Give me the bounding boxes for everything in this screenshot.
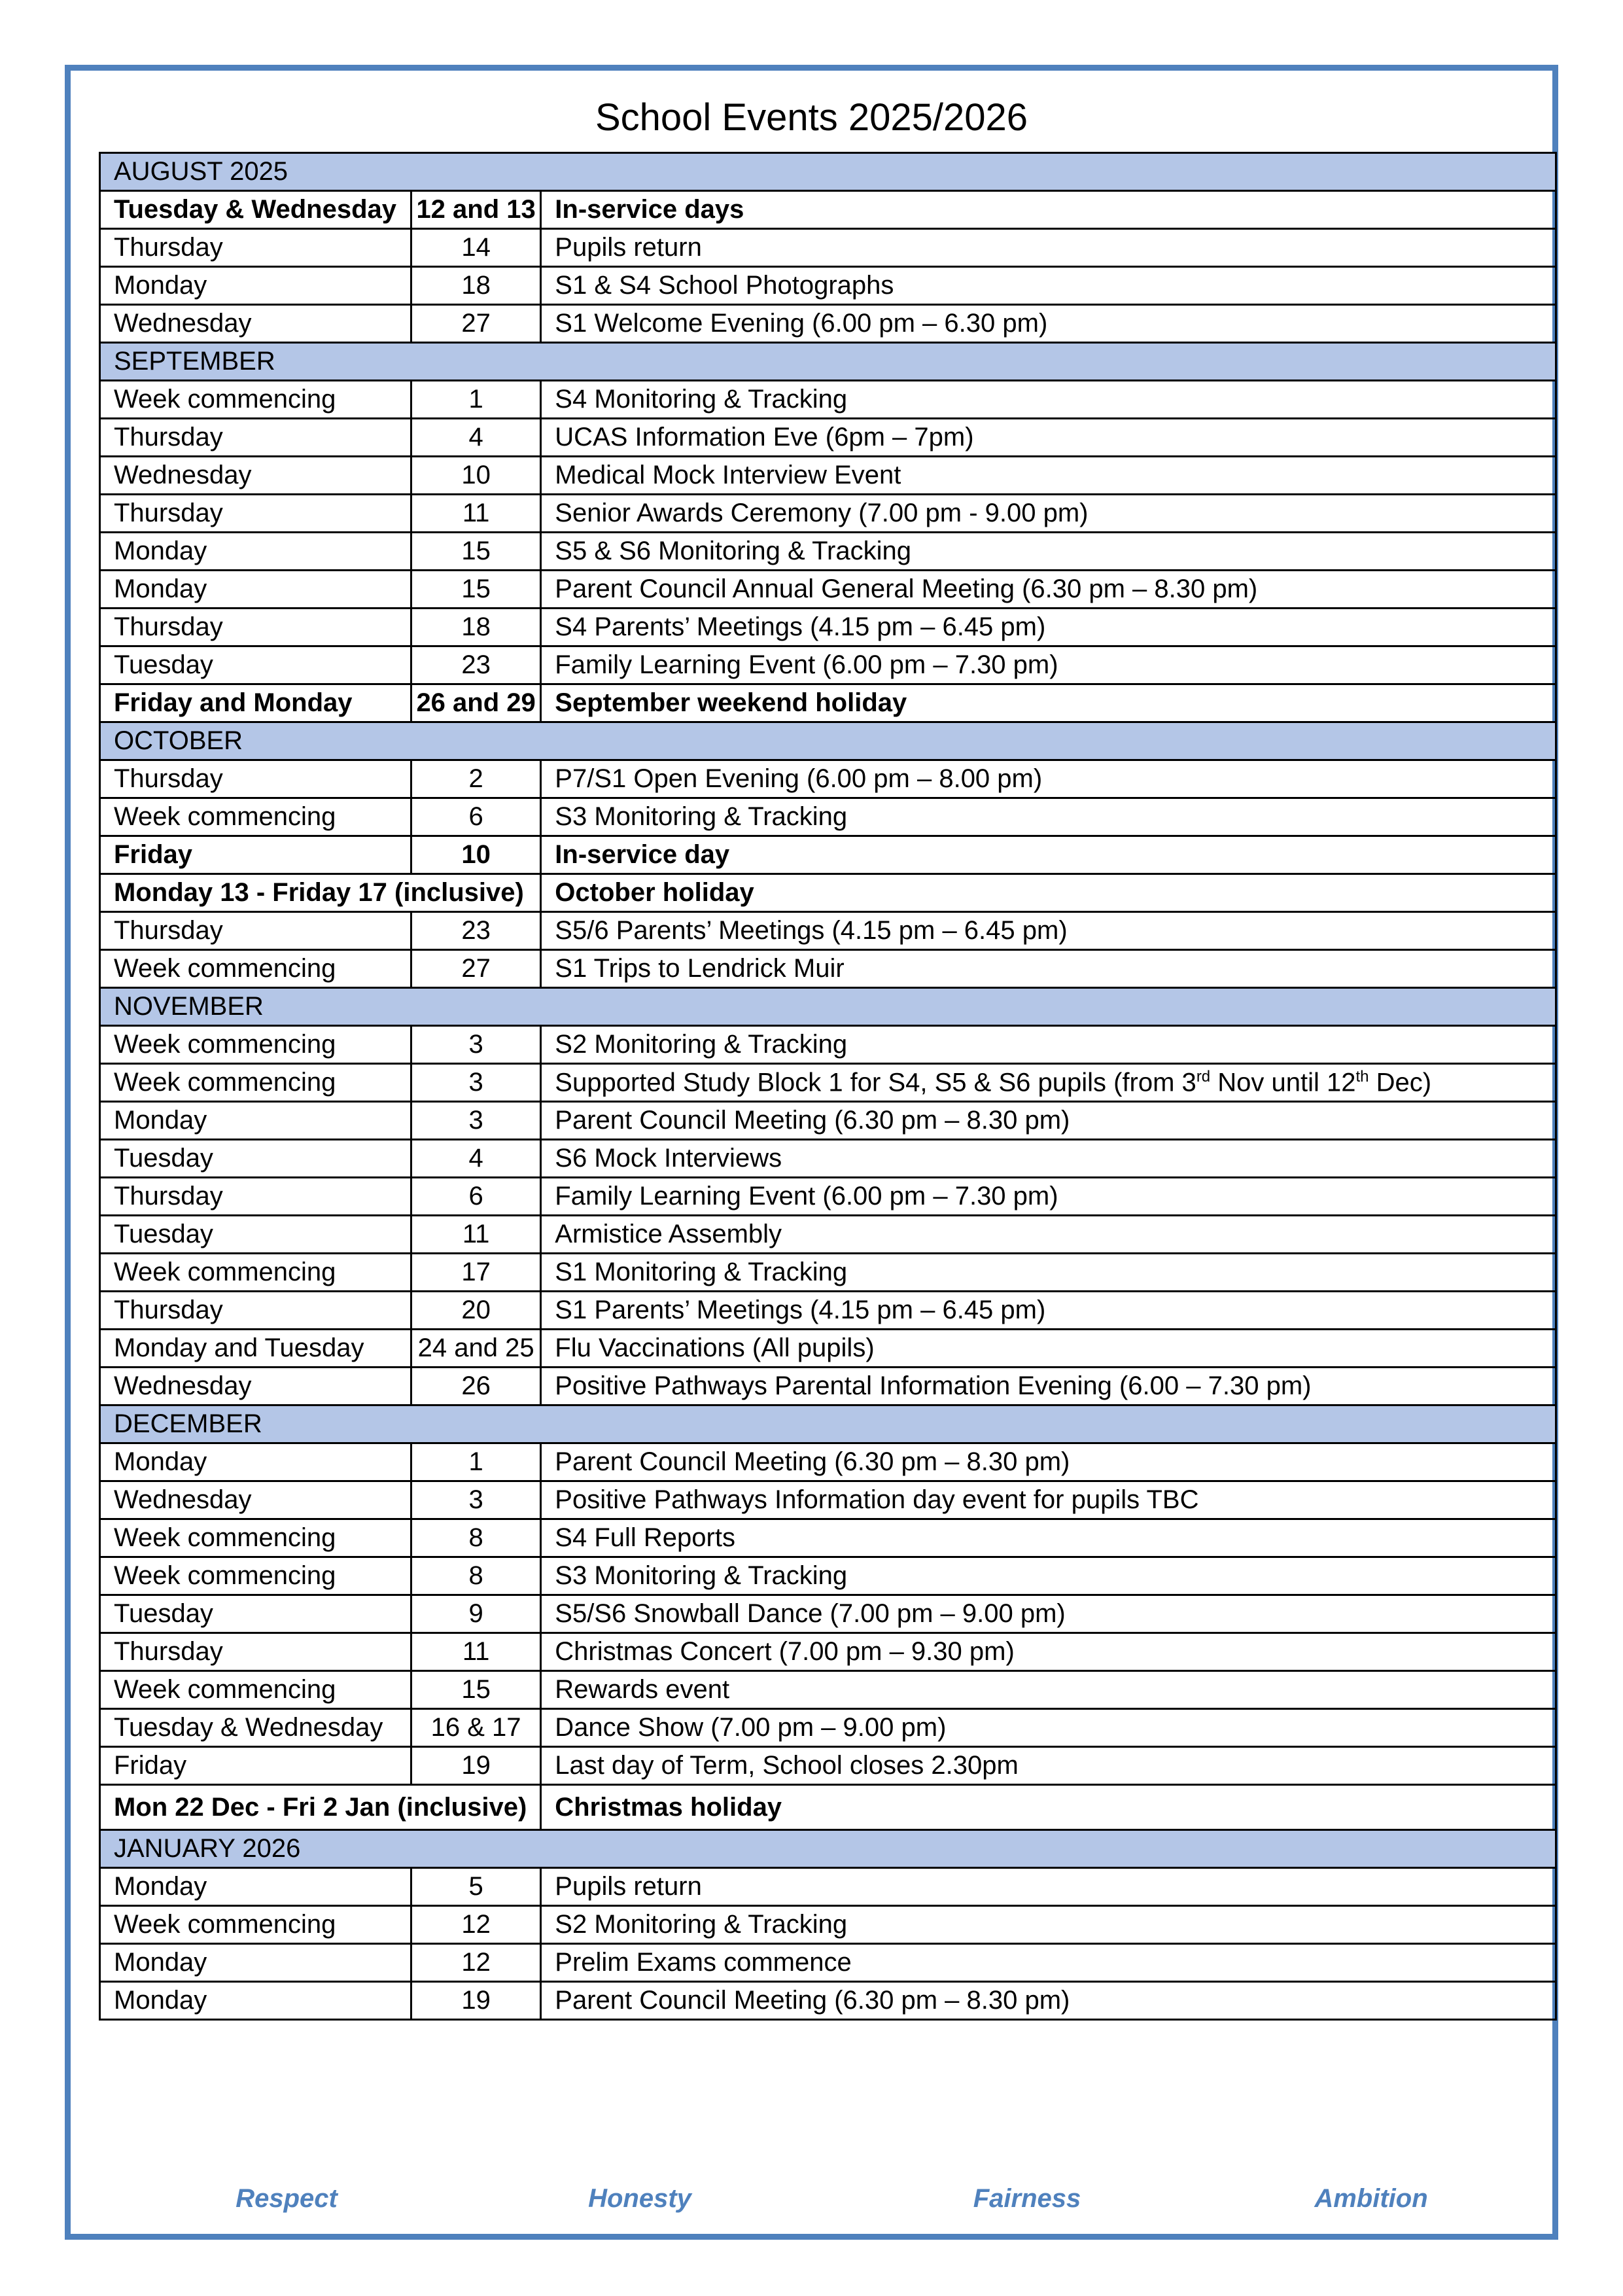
- event-day: Wednesday: [100, 1481, 411, 1519]
- event-row: [100, 457, 1556, 495]
- month-header-row: [100, 1830, 1556, 1868]
- event-day: Week commencing: [100, 1026, 411, 1064]
- event-day: Tuesday: [100, 1216, 411, 1254]
- event-row: [100, 1709, 1556, 1747]
- event-date: 14: [411, 229, 540, 267]
- event-day: Friday and Monday: [100, 684, 411, 722]
- event-date: 8: [411, 1557, 540, 1595]
- event-date: 15: [411, 571, 540, 609]
- event-row: [100, 1785, 1556, 1830]
- event-day: Thursday: [100, 1292, 411, 1330]
- event-day: Thursday: [100, 760, 411, 798]
- event-date: 24 and 25: [411, 1330, 540, 1368]
- event-row: [100, 1481, 1556, 1519]
- event-row: [100, 571, 1556, 609]
- event-day: Week commencing: [100, 1671, 411, 1709]
- event-description: Dance Show (7.00 pm – 9.00 pm): [541, 1709, 1556, 1747]
- event-description: S1 & S4 School Photographs: [541, 267, 1556, 305]
- event-day: Thursday: [100, 495, 411, 533]
- month-header-row: [100, 722, 1556, 760]
- event-row: [100, 229, 1556, 267]
- event-day: Mon 22 Dec - Fri 2 Jan (inclusive): [100, 1785, 541, 1830]
- event-row: [100, 1064, 1556, 1102]
- event-day: Wednesday: [100, 457, 411, 495]
- event-day: Week commencing: [100, 1064, 411, 1102]
- event-row: [100, 419, 1556, 457]
- event-row: [100, 1443, 1556, 1481]
- event-description: Parent Council Annual General Meeting (6.30 pm – 8.30 pm): [541, 571, 1556, 609]
- event-row: [100, 1982, 1556, 2020]
- event-date: 5: [411, 1868, 540, 1906]
- event-date: 27: [411, 950, 540, 988]
- event-date: 11: [411, 495, 540, 533]
- event-row: [100, 798, 1556, 836]
- month-name: OCTOBER: [100, 722, 1556, 760]
- event-day: Thursday: [100, 419, 411, 457]
- event-row: [100, 684, 1556, 722]
- event-date: 18: [411, 267, 540, 305]
- event-description: S3 Monitoring & Tracking: [541, 798, 1556, 836]
- event-date: 10: [411, 457, 540, 495]
- page-title: School Events 2025/2026: [595, 96, 1028, 139]
- event-date: 1: [411, 381, 540, 419]
- event-row: [100, 874, 1556, 912]
- event-day: Monday: [100, 1868, 411, 1906]
- event-day: Wednesday: [100, 1368, 411, 1405]
- event-description: S5/6 Parents’ Meetings (4.15 pm – 6.45 pm): [541, 912, 1556, 950]
- event-day: Week commencing: [100, 1557, 411, 1595]
- event-row: [100, 1944, 1556, 1982]
- event-row: [100, 1671, 1556, 1709]
- event-description: Parent Council Meeting (6.30 pm – 8.30 pm): [541, 1982, 1556, 2020]
- event-description: S4 Parents’ Meetings (4.15 pm – 6.45 pm): [541, 609, 1556, 646]
- event-row: [100, 267, 1556, 305]
- event-row: [100, 1368, 1556, 1405]
- event-day: Friday: [100, 836, 411, 874]
- event-description: Family Learning Event (6.00 pm – 7.30 pm): [541, 646, 1556, 684]
- event-row: [100, 1102, 1556, 1140]
- page-frame: [65, 65, 1558, 2240]
- event-date: 3: [411, 1481, 540, 1519]
- event-date: 17: [411, 1254, 540, 1292]
- event-day: Monday: [100, 533, 411, 571]
- event-day: Monday: [100, 267, 411, 305]
- event-description: S1 Parents’ Meetings (4.15 pm – 6.45 pm): [541, 1292, 1556, 1330]
- event-day: Week commencing: [100, 381, 411, 419]
- event-row: [100, 381, 1556, 419]
- event-date: 1: [411, 1443, 540, 1481]
- event-description: Prelim Exams commence: [541, 1944, 1556, 1982]
- event-day: Tuesday: [100, 646, 411, 684]
- month-header-row: [100, 343, 1556, 381]
- event-date: 8: [411, 1519, 540, 1557]
- event-description: S1 Trips to Lendrick Muir: [541, 950, 1556, 988]
- event-date: 15: [411, 533, 540, 571]
- event-row: [100, 191, 1556, 229]
- event-date: 27: [411, 305, 540, 343]
- event-date: 10: [411, 836, 540, 874]
- event-day: Thursday: [100, 1178, 411, 1216]
- event-description: Positive Pathways Parental Information Evening (6.00 – 7.30 pm): [541, 1368, 1556, 1405]
- event-date: 6: [411, 1178, 540, 1216]
- event-row: [100, 609, 1556, 646]
- event-date: 19: [411, 1747, 540, 1785]
- event-description: UCAS Information Eve (6pm – 7pm): [541, 419, 1556, 457]
- events-table: [99, 152, 1557, 2021]
- event-day: Tuesday: [100, 1140, 411, 1178]
- event-row: [100, 1633, 1556, 1671]
- event-row: [100, 1330, 1556, 1368]
- event-description: October holiday: [541, 874, 1556, 912]
- event-description: Armistice Assembly: [541, 1216, 1556, 1254]
- event-date: 12: [411, 1944, 540, 1982]
- month-name: DECEMBER: [100, 1405, 1556, 1443]
- event-description: September weekend holiday: [541, 684, 1556, 722]
- event-day: Week commencing: [100, 950, 411, 988]
- event-row: [100, 1216, 1556, 1254]
- event-date: 4: [411, 419, 540, 457]
- event-description: Christmas holiday: [541, 1785, 1556, 1830]
- event-date: 11: [411, 1633, 540, 1671]
- event-row: [100, 305, 1556, 343]
- event-day: Wednesday: [100, 305, 411, 343]
- event-day: Tuesday: [100, 1595, 411, 1633]
- event-day: Thursday: [100, 229, 411, 267]
- event-description: Family Learning Event (6.00 pm – 7.30 pm): [541, 1178, 1556, 1216]
- event-day: Week commencing: [100, 1519, 411, 1557]
- event-description: Pupils return: [541, 229, 1556, 267]
- event-row: [100, 1557, 1556, 1595]
- event-description: S6 Mock Interviews: [541, 1140, 1556, 1178]
- value-fairness: Fairness: [973, 2184, 1081, 2213]
- month-name: NOVEMBER: [100, 988, 1556, 1026]
- month-name: SEPTEMBER: [100, 343, 1556, 381]
- event-day: Monday: [100, 571, 411, 609]
- event-description: S4 Full Reports: [541, 1519, 1556, 1557]
- event-date: 23: [411, 646, 540, 684]
- event-day: Week commencing: [100, 1906, 411, 1944]
- event-description: Medical Mock Interview Event: [541, 457, 1556, 495]
- event-row: [100, 1747, 1556, 1785]
- event-description: Parent Council Meeting (6.30 pm – 8.30 pm): [541, 1443, 1556, 1481]
- event-day: Friday: [100, 1747, 411, 1785]
- event-date: 12 and 13: [411, 191, 540, 229]
- event-row: [100, 1868, 1556, 1906]
- event-date: 6: [411, 798, 540, 836]
- event-day: Monday: [100, 1944, 411, 1982]
- value-honesty: Honesty: [588, 2184, 691, 2213]
- event-date: 3: [411, 1064, 540, 1102]
- event-description: S1 Monitoring & Tracking: [541, 1254, 1556, 1292]
- event-date: 20: [411, 1292, 540, 1330]
- event-description: Rewards event: [541, 1671, 1556, 1709]
- event-day: Monday: [100, 1982, 411, 2020]
- event-row: [100, 495, 1556, 533]
- event-description: S4 Monitoring & Tracking: [541, 381, 1556, 419]
- event-description: S5/S6 Snowball Dance (7.00 pm – 9.00 pm): [541, 1595, 1556, 1633]
- event-description: S2 Monitoring & Tracking: [541, 1026, 1556, 1064]
- event-date: 12: [411, 1906, 540, 1944]
- event-description: S1 Welcome Evening (6.00 pm – 6.30 pm): [541, 305, 1556, 343]
- event-row: [100, 1140, 1556, 1178]
- event-date: 2: [411, 760, 540, 798]
- event-description: S5 & S6 Monitoring & Tracking: [541, 533, 1556, 571]
- event-date: 4: [411, 1140, 540, 1178]
- event-row: [100, 1178, 1556, 1216]
- event-description: In-service day: [541, 836, 1556, 874]
- event-day: Tuesday & Wednesday: [100, 191, 411, 229]
- event-description: Christmas Concert (7.00 pm – 9.30 pm): [541, 1633, 1556, 1671]
- event-day: Week commencing: [100, 798, 411, 836]
- event-description: Pupils return: [541, 1868, 1556, 1906]
- event-date: 23: [411, 912, 540, 950]
- event-row: [100, 1026, 1556, 1064]
- event-row: [100, 760, 1556, 798]
- event-day: Thursday: [100, 609, 411, 646]
- event-date: 18: [411, 609, 540, 646]
- month-header-row: [100, 153, 1556, 191]
- event-row: [100, 1906, 1556, 1944]
- school-values-footer: [71, 2184, 1552, 2223]
- event-date: 26: [411, 1368, 540, 1405]
- event-description: In-service days: [541, 191, 1556, 229]
- event-row: [100, 1254, 1556, 1292]
- event-row: [100, 912, 1556, 950]
- value-respect: Respect: [236, 2184, 338, 2213]
- event-description: Parent Council Meeting (6.30 pm – 8.30 pm): [541, 1102, 1556, 1140]
- event-date: 26 and 29: [411, 684, 540, 722]
- event-description: Senior Awards Ceremony (7.00 pm - 9.00 pm): [541, 495, 1556, 533]
- event-description: Supported Study Block 1 for S4, S5 & S6 pupils (from 3rd Nov until 12th Dec): [541, 1064, 1556, 1102]
- event-description: Flu Vaccinations (All pupils): [541, 1330, 1556, 1368]
- event-description: S3 Monitoring & Tracking: [541, 1557, 1556, 1595]
- event-description: Positive Pathways Information day event for pupils TBC: [541, 1481, 1556, 1519]
- month-name: JANUARY 2026: [100, 1830, 1556, 1868]
- event-date: 16 & 17: [411, 1709, 540, 1747]
- event-description: P7/S1 Open Evening (6.00 pm – 8.00 pm): [541, 760, 1556, 798]
- event-row: [100, 836, 1556, 874]
- event-row: [100, 646, 1556, 684]
- event-day: Monday: [100, 1443, 411, 1481]
- event-row: [100, 1595, 1556, 1633]
- value-ambition: Ambition: [1314, 2184, 1428, 2213]
- event-description: Last day of Term, School closes 2.30pm: [541, 1747, 1556, 1785]
- event-date: 3: [411, 1026, 540, 1064]
- event-day: Week commencing: [100, 1254, 411, 1292]
- event-row: [100, 1292, 1556, 1330]
- event-date: 9: [411, 1595, 540, 1633]
- event-description: S2 Monitoring & Tracking: [541, 1906, 1556, 1944]
- event-date: 15: [411, 1671, 540, 1709]
- event-day: Monday and Tuesday: [100, 1330, 411, 1368]
- event-row: [100, 533, 1556, 571]
- event-date: 3: [411, 1102, 540, 1140]
- event-date: 19: [411, 1982, 540, 2020]
- event-day: Monday: [100, 1102, 411, 1140]
- event-day: Thursday: [100, 1633, 411, 1671]
- month-name: AUGUST 2025: [100, 153, 1556, 191]
- event-row: [100, 950, 1556, 988]
- event-day: Monday 13 - Friday 17 (inclusive): [100, 874, 541, 912]
- event-row: [100, 1519, 1556, 1557]
- month-header-row: [100, 1405, 1556, 1443]
- month-header-row: [100, 988, 1556, 1026]
- event-day: Thursday: [100, 912, 411, 950]
- event-date: 11: [411, 1216, 540, 1254]
- event-day: Tuesday & Wednesday: [100, 1709, 411, 1747]
